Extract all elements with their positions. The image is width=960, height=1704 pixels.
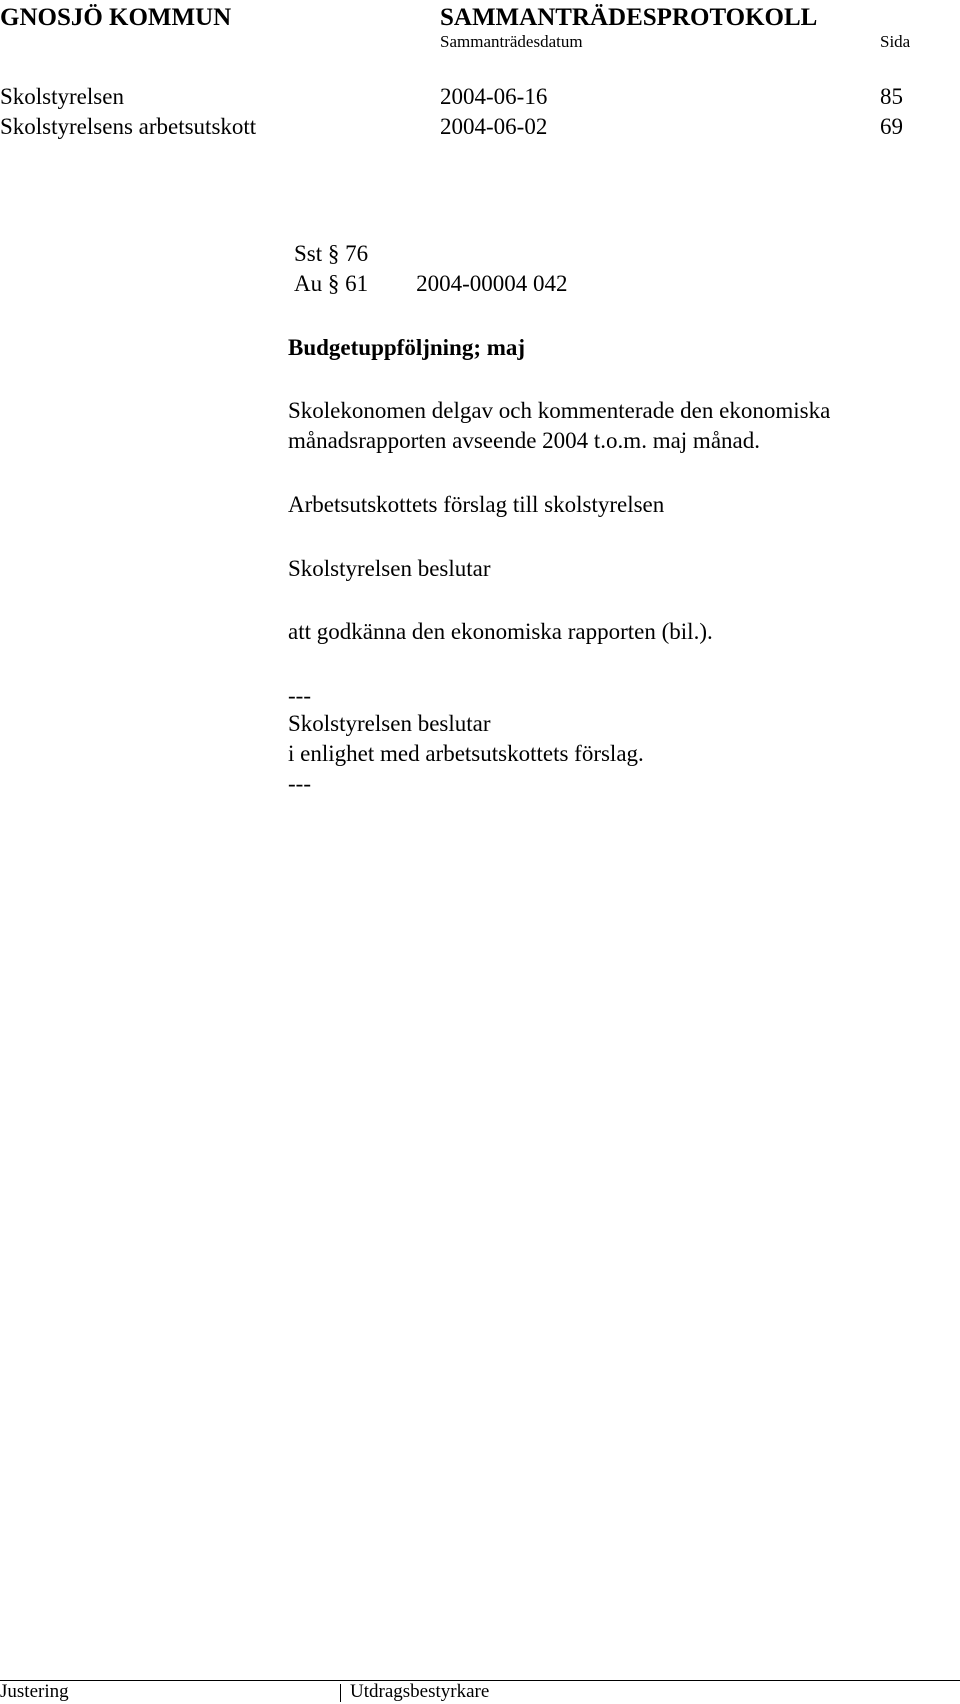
proposal-heading: Arbetsutskottets förslag till skolstyrelsen: [288, 492, 665, 517]
footer-divider: [340, 1684, 341, 1702]
meeting-row: [0, 84, 960, 114]
meeting-page: 69: [880, 114, 903, 139]
intro-text-line: Skolekonomen delgav och kommenterade den ekonomiska: [288, 398, 831, 423]
document-title: SAMMANTRÄDESPROTOKOLL: [440, 4, 818, 31]
au-paragraph-ref-line: [294, 271, 568, 297]
date-column-label: Sammanträdesdatum: [440, 32, 583, 51]
organization-name: GNOSJÖ KOMMUN: [0, 4, 232, 31]
decides-line: Skolstyrelsen beslutar: [288, 711, 491, 736]
meeting-row: [0, 114, 960, 144]
meeting-date: 2004-06-02: [440, 114, 548, 139]
separator-text: ---: [288, 771, 311, 796]
sst-paragraph-ref: Sst § 76: [294, 241, 369, 266]
decision-text: att godkänna den ekonomiska rapporten (bil.).: [288, 619, 713, 644]
meeting-body: Skolstyrelsens arbetsutskott: [0, 114, 257, 139]
meeting-page: 85: [880, 84, 903, 109]
separator-text: ---: [288, 683, 311, 708]
agenda-item-heading: Budgetuppföljning; maj: [288, 335, 526, 360]
utdragsbestyrkare-label: Utdragsbestyrkare: [350, 1681, 490, 1702]
meeting-body: Skolstyrelsen: [0, 84, 124, 109]
page-column-label: Sida: [880, 32, 911, 51]
justering-label: Justering: [0, 1681, 69, 1702]
intro-text-line: månadsrapporten avseende 2004 t.o.m. maj månad.: [288, 428, 760, 453]
decides-line: Skolstyrelsen beslutar: [288, 556, 491, 581]
au-paragraph-ref: Au § 61: [294, 271, 369, 296]
case-number: 2004-00004 042: [416, 271, 568, 296]
decision-text: i enlighet med arbetsutskottets förslag.: [288, 741, 644, 766]
meeting-date: 2004-06-16: [440, 84, 548, 109]
